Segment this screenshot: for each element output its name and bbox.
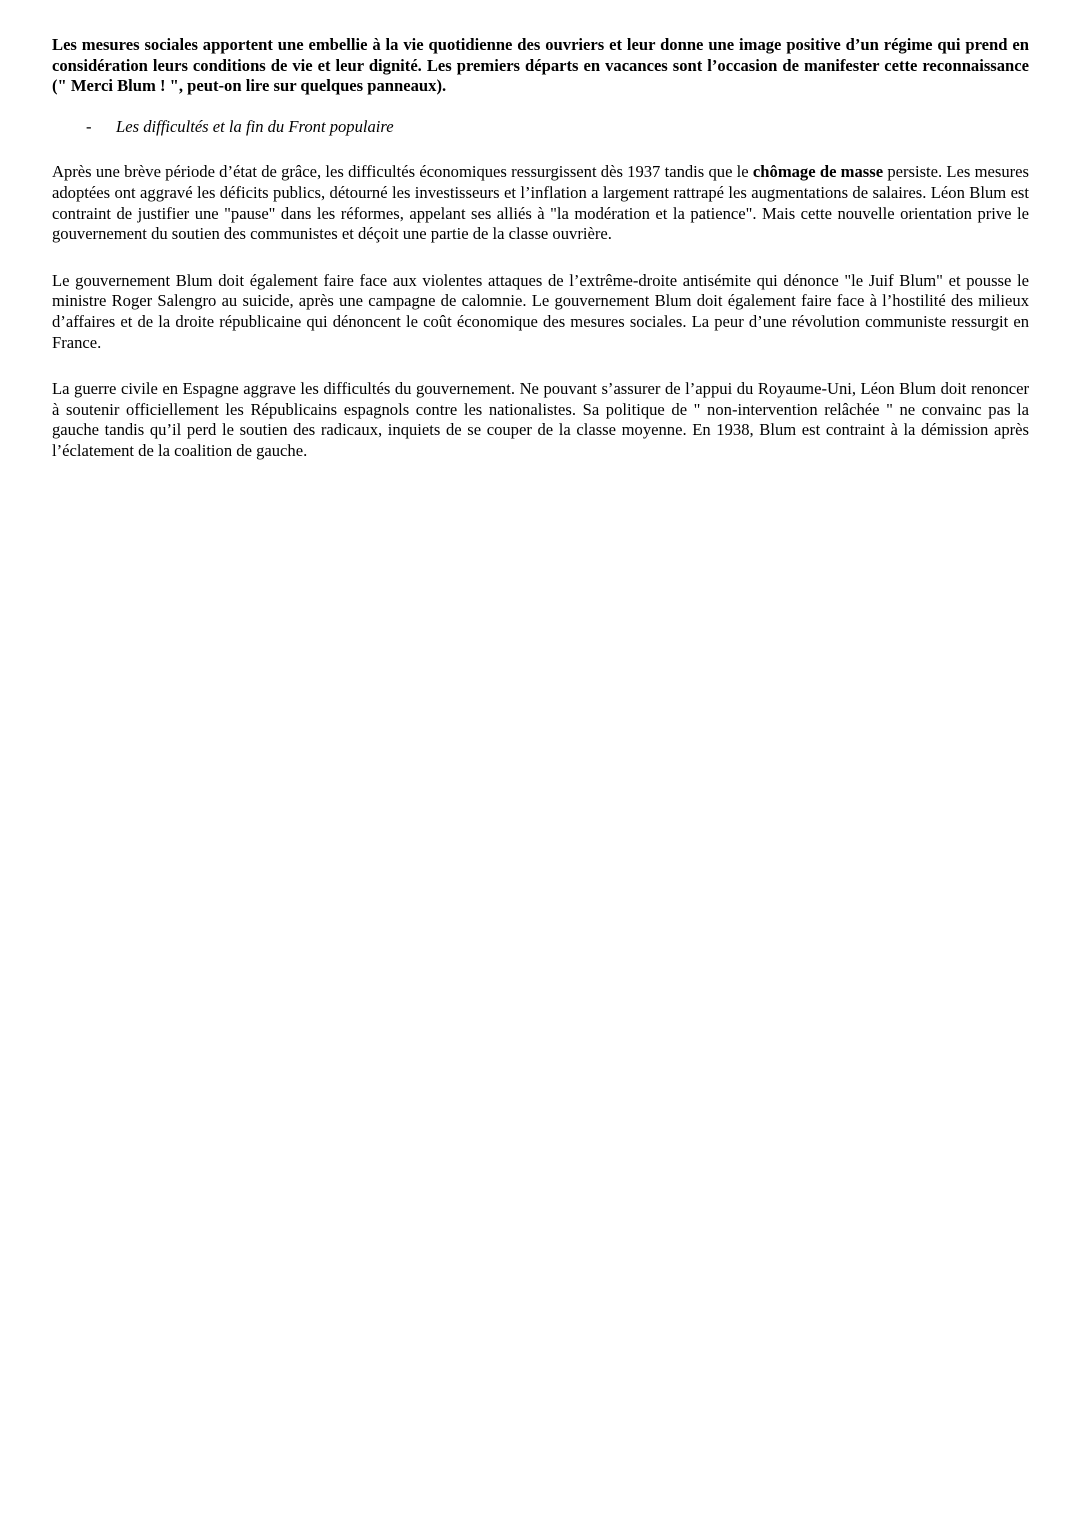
mass-unemployment-term: chômage de masse [752, 162, 884, 182]
paragraph-spanish-civil-war: La guerre civile en Espagne aggrave les difficultés du gouvernement. Ne pouvant s’assurer de l’appui du Royaume-Uni, Léon Blum doit renoncer à soutenir officiellement les Républicains espagnols contre les nationalistes. Sa politique de " non-intervention relâchée " ne convainc pas la gauche tandis qu’il perd le soutien des radicaux, inquiets de se couper de la classe moyenne. En 1938, Blum est contraint à la démission après l’éclatement de la coalition de gauche. [52, 379, 1029, 460]
paragraph-far-right-attacks: Le gouvernement Blum doit également faire face aux violentes attaques de l’extrême-droite antisémite qui dénonce "le Juif Blum" et pousse le ministre Roger Salengro au suicide, après une campagne de calomnie. Le gouvernement Blum doit également faire face à l’hostilité des milieux d’affaires et de la droite républicaine qui dénoncent le coût économique des mesures sociales. La peur d’une révolution communiste ressurgit en France. [52, 270, 1029, 352]
paragraph-economic-text-start: Après une brève période d’état de grâce, les difficultés économiques ressurgissent dès 1937 tandis que le [52, 162, 753, 182]
section-title: Les difficultés et la fin du Front populaire [116, 116, 394, 136]
paragraph-economic-difficulties [52, 162, 1029, 244]
section-bullet: - [86, 116, 92, 136]
intro-paragraph: Les mesures sociales apportent une embellie à la vie quotidienne des ouvriers et leur donne une image positive d’un régime qui prend en considération leurs conditions de vie et leur dignité. Les premiers départs en vacances sont l’occasion de manifester cette reconnaissance (" Merci Blum ! ", peut-on lire sur quelques panneaux). [52, 35, 1029, 96]
paragraph-economic-text-end: persiste. Les mesures adoptées ont aggravé les déficits publics, détourné les investisseurs et l’inflation a largement rattrapé les augmentations de salaires. Léon Blum est contraint de justifier une "pause" dans les réformes, appelant ses alliés à "la modération et la patience". Mais cette nouvelle orientation prive le gouvernement du soutien des communistes et déçoit une partie de la classe ouvrière. [52, 162, 1030, 244]
section-heading [52, 117, 1029, 138]
